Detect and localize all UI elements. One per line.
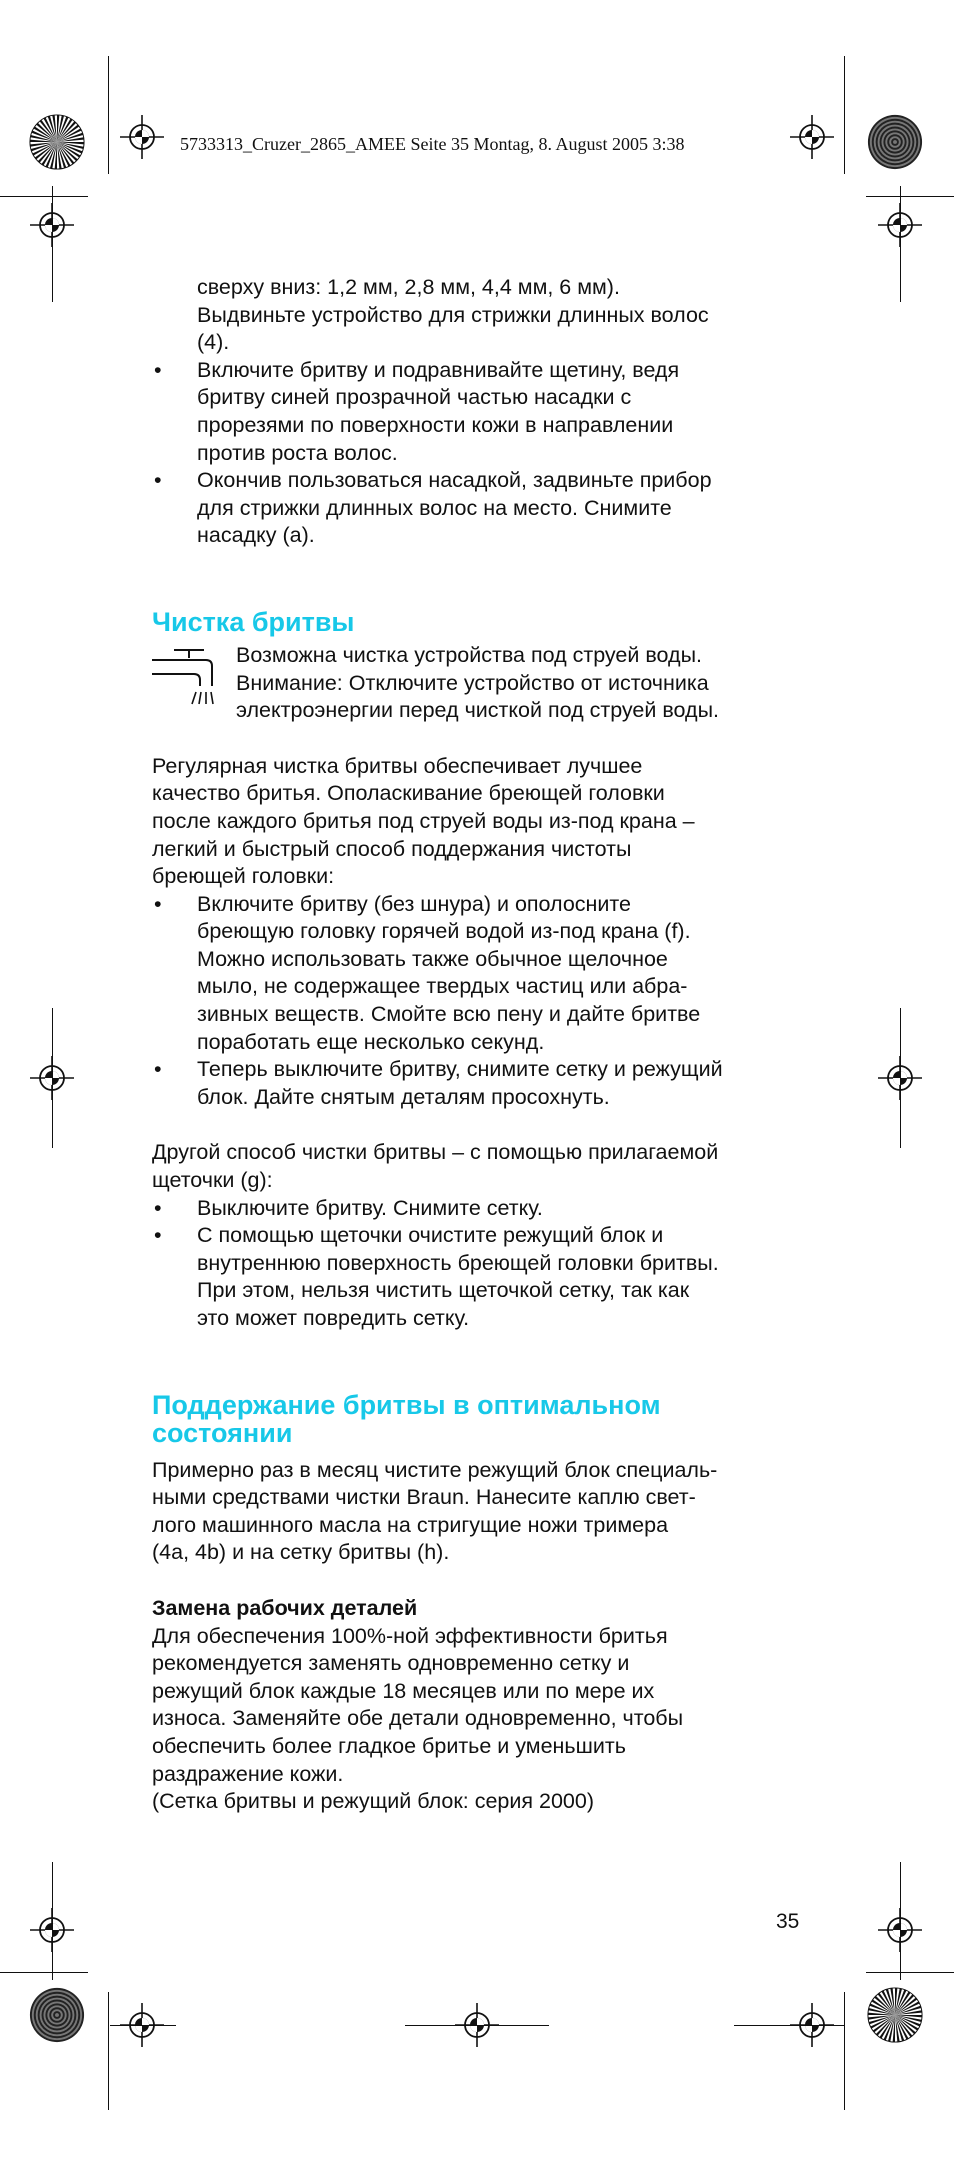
crop-mark bbox=[108, 56, 109, 174]
list-item bbox=[152, 467, 812, 550]
text-line: Другой способ чистки бритвы – с помощью прилагаемой bbox=[152, 1140, 719, 1165]
text-line: Выключите бритву. Снимите сетку. bbox=[197, 1195, 543, 1220]
bullet-icon: • bbox=[154, 891, 162, 916]
grayscale-target-icon bbox=[866, 113, 924, 171]
bullet-icon: • bbox=[154, 1195, 162, 1220]
grayscale-target-icon bbox=[28, 1986, 86, 2044]
text-line: сверху вниз: 1,2 мм, 2,8 мм, 4,4 мм, 6 мм). bbox=[197, 275, 620, 299]
registration-mark-icon bbox=[120, 115, 164, 159]
crop-mark bbox=[108, 1992, 109, 2110]
list-item bbox=[152, 891, 812, 1057]
text-line: При этом, нельзя чистить щеточкой сетку, так как bbox=[197, 1278, 690, 1303]
text-line: для стрижки длинных волос на место. Снимите bbox=[197, 495, 672, 520]
bullet-icon: • bbox=[154, 357, 162, 382]
text-line: режущий блок каждые 18 месяцев или по мере их bbox=[152, 1678, 655, 1703]
registration-mark-icon bbox=[790, 115, 834, 159]
crop-mark bbox=[52, 1862, 53, 1980]
crop-mark bbox=[866, 1972, 954, 1973]
text-line: износа. Заменяйте обе детали одновременно, чтобы bbox=[152, 1706, 684, 1731]
text-line: лого машинного масла на стригущие ножи тримера bbox=[152, 1512, 669, 1537]
starburst-target-icon bbox=[866, 1986, 924, 2044]
text-line: бритву синей прозрачной частью насадки с bbox=[197, 385, 632, 410]
text-line: Включите бритву (без шнура) и ополосните bbox=[197, 891, 631, 916]
section-heading: Чистка бритвы bbox=[152, 606, 355, 637]
crop-mark bbox=[844, 1992, 845, 2110]
list-item bbox=[152, 1056, 812, 1111]
text-line: Возможна чистка устройства под струей воды. bbox=[236, 642, 702, 667]
crop-mark bbox=[900, 186, 901, 302]
paragraph bbox=[152, 1623, 812, 1816]
text-line: раздражение кожи. bbox=[152, 1761, 344, 1786]
water-note bbox=[152, 642, 812, 725]
list-item bbox=[152, 357, 812, 467]
text-line: мыло, не содержащее твердых частиц или абра- bbox=[197, 974, 688, 999]
page-number: 35 bbox=[776, 1910, 800, 1933]
crop-mark bbox=[52, 1008, 53, 1148]
text-line: против роста волос. bbox=[197, 440, 398, 465]
list-item bbox=[152, 1222, 812, 1332]
section-heading bbox=[152, 1391, 812, 1447]
text-line: насадку (a). bbox=[197, 523, 315, 548]
crop-mark bbox=[900, 1008, 901, 1148]
text-line: блок. Дайте снятым деталям просохнуть. bbox=[197, 1084, 610, 1109]
text-line: бреющей головки: bbox=[152, 864, 335, 889]
crop-mark bbox=[900, 1862, 901, 1980]
text-line: Выдвиньте устройство для стрижки длинных волос bbox=[197, 302, 709, 327]
text-line: обеспечить более гладкое бритье и уменьшить bbox=[152, 1733, 626, 1758]
paragraph bbox=[152, 1457, 812, 1567]
crop-mark bbox=[734, 2025, 844, 2026]
print-slug: 5733313_Cruzer_2865_AMEE Seite 35 Montag, 8. August 2005 3:38 bbox=[180, 134, 685, 154]
text-line: Внимание: Отключите устройство от источника bbox=[236, 670, 709, 695]
text-line: поработать еще несколько секунд. bbox=[197, 1029, 545, 1054]
bullet-icon: • bbox=[154, 1057, 162, 1082]
text-line: прорезями по поверхности кожи в направлении bbox=[197, 412, 674, 437]
document-body bbox=[152, 274, 812, 1816]
text-line: электроэнергии перед чисткой под струей воды. bbox=[236, 698, 720, 723]
text-line: зивных веществ. Смойте всю пену и дайте бритве bbox=[197, 1002, 701, 1027]
text-line: щеточки (g): bbox=[152, 1168, 273, 1193]
text-line: Регулярная чистка бритвы обеспечивает лучшее bbox=[152, 753, 643, 778]
text-line: легкий и быстрый способ поддержания чистоты bbox=[152, 836, 632, 861]
text-line: Можно использовать также обычное щелочное bbox=[197, 946, 668, 971]
heading-line: состоянии bbox=[152, 1417, 293, 1448]
text-line: Теперь выключите бритву, снимите сетку и режущий bbox=[197, 1057, 723, 1082]
crop-mark bbox=[110, 2025, 176, 2026]
text-line: бреющую головку горячей водой из-под крана (f). bbox=[197, 919, 691, 944]
text-line: Для обеспечения 100%-ной эффективности бритья bbox=[152, 1623, 668, 1648]
text-line: Примерно раз в месяц чистите режущий блок специаль- bbox=[152, 1457, 718, 1482]
heading-line: Поддержание бритвы в оптимальном bbox=[152, 1389, 661, 1420]
text-line: С помощью щеточки очистите режущий блок и bbox=[197, 1223, 664, 1248]
text-line: (4). bbox=[197, 330, 230, 355]
paragraph bbox=[152, 1139, 812, 1194]
crop-mark bbox=[844, 56, 845, 174]
crop-mark bbox=[0, 196, 88, 197]
text-line: после каждого бритья под струей воды из-под крана – bbox=[152, 808, 695, 833]
text-line: это может повредить сетку. bbox=[197, 1306, 470, 1330]
list-item bbox=[152, 1195, 812, 1223]
water-tap-icon bbox=[152, 646, 218, 708]
bullet-icon: • bbox=[154, 468, 162, 493]
crop-mark bbox=[866, 196, 954, 197]
text-line: (4a, 4b) и на сетку бритвы (h). bbox=[152, 1540, 450, 1565]
bullet-icon: • bbox=[154, 1223, 162, 1248]
crop-mark bbox=[52, 186, 53, 302]
text-line: рекомендуется заменять одновременно сетку и bbox=[152, 1651, 630, 1676]
text-line: внутреннюю поверхность бреющей головки бритвы. bbox=[197, 1250, 719, 1275]
text-line: Окончив пользоваться насадкой, задвиньте прибор bbox=[197, 468, 712, 493]
text-line: Включите бритву и подравнивайте щетину, ведя bbox=[197, 357, 680, 382]
text-line: ными средствами чистки Braun. Нанесите каплю свет- bbox=[152, 1485, 696, 1510]
starburst-target-icon bbox=[28, 113, 86, 171]
text-line: качество бритья. Ополаскивание бреющей головки bbox=[152, 781, 665, 806]
text-line: (Сетка бритвы и режущий блок: серия 2000) bbox=[152, 1789, 594, 1814]
subheading: Замена рабочих деталей bbox=[152, 1595, 418, 1620]
paragraph bbox=[152, 753, 812, 891]
crop-mark bbox=[405, 2025, 549, 2026]
crop-mark bbox=[0, 1972, 88, 1973]
